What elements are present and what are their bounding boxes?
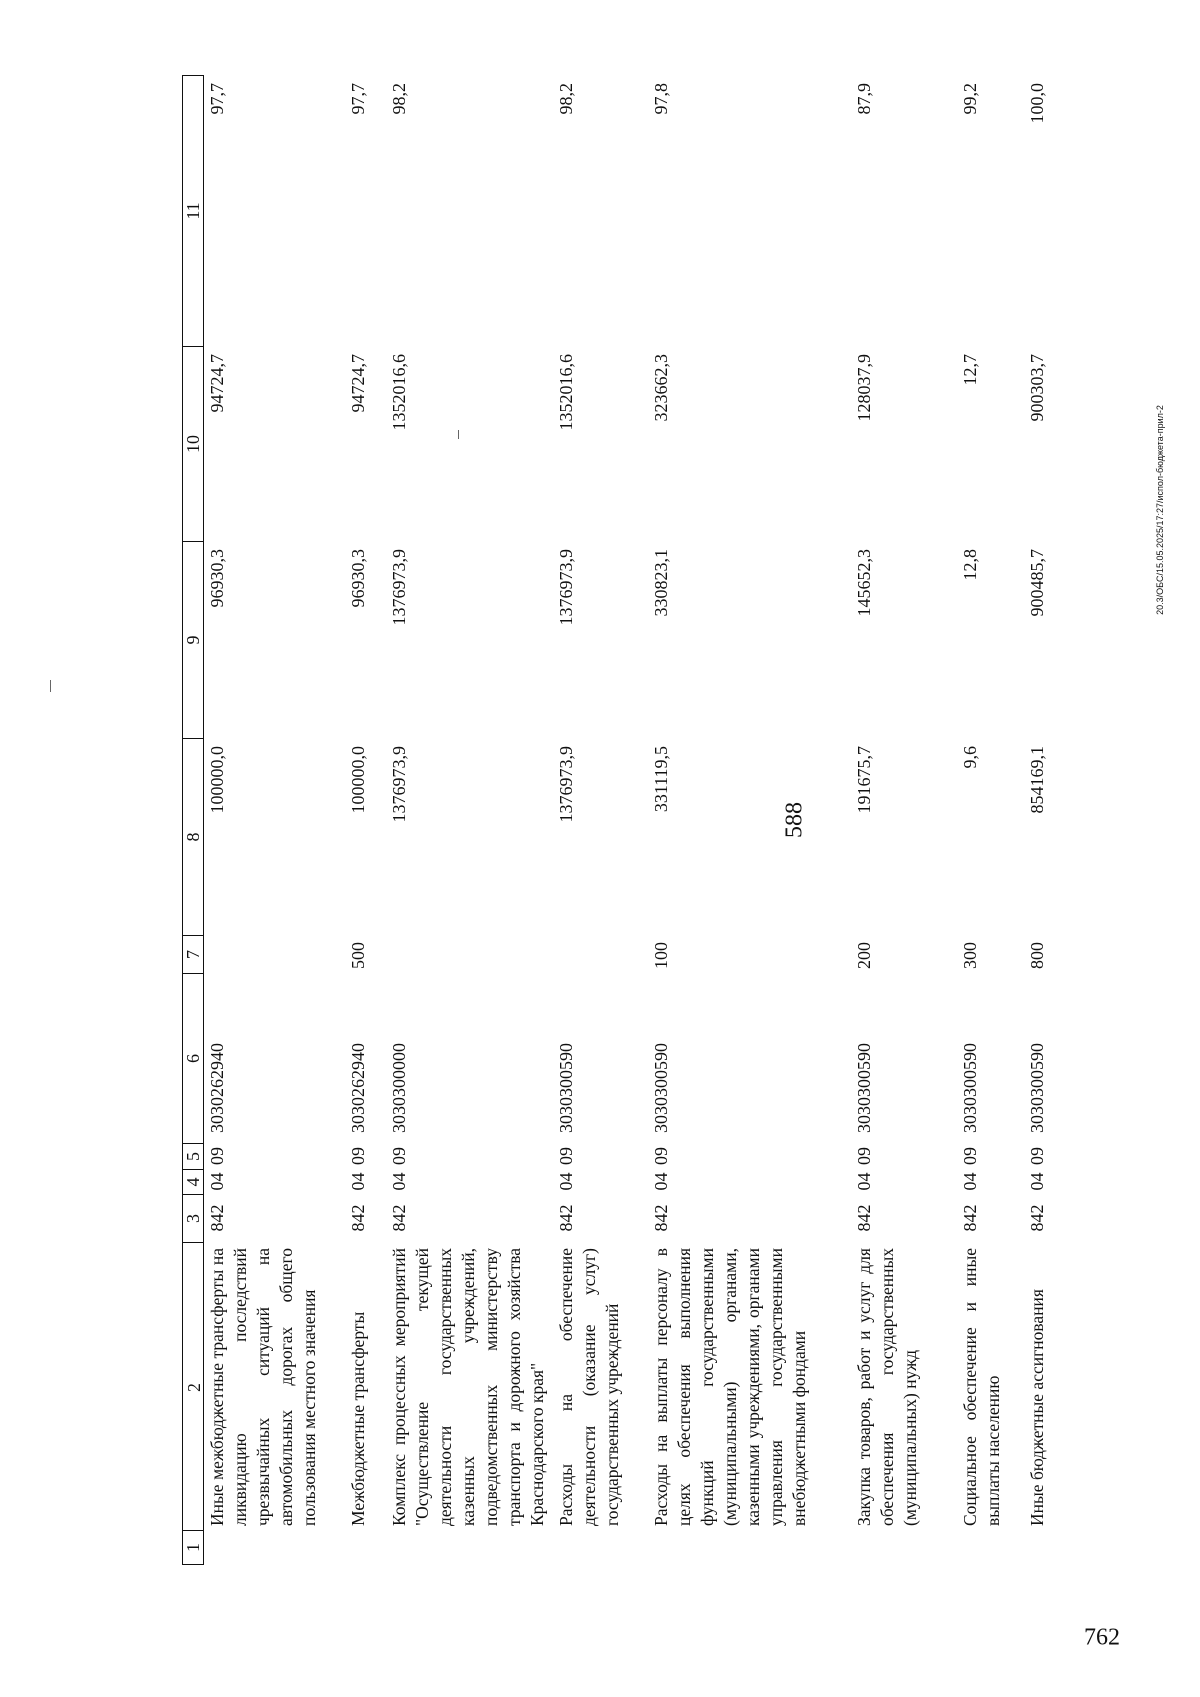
percent-value: 97,8 — [651, 83, 671, 115]
expense-type-code: 500 — [348, 942, 368, 969]
expense-type-code — [386, 935, 388, 973]
section-code: 04 — [207, 1172, 227, 1191]
expense-type-code — [204, 935, 206, 973]
executed-value: 1352016,6 — [556, 354, 576, 431]
executed-value: 1352016,6 — [389, 354, 409, 431]
subsection-code: 09 — [389, 1147, 409, 1165]
refined-value: 96930,3 — [207, 549, 227, 608]
target-article-code: 3030262940 — [207, 1043, 227, 1133]
executed-value: 323662,3 — [651, 354, 671, 422]
refined-value: 1376973,9 — [556, 549, 576, 626]
row-name: Расходы на выплаты персоналу в целях обеспечения выполнения функций государственными (муниципальными) органами, казенными учреждениями, органами управления государственными внебюджетными фондами — [651, 1248, 809, 1526]
section-code: 04 — [348, 1172, 368, 1191]
section-code: 04 — [651, 1172, 671, 1191]
target-article-code: 3030300590 — [651, 1043, 671, 1133]
refined-value: 900485,7 — [1027, 549, 1047, 617]
subsection-code: 09 — [960, 1147, 980, 1165]
target-article-code: 3030300000 — [389, 1043, 409, 1133]
subsection-code: 09 — [207, 1147, 227, 1165]
section-code: 04 — [960, 1172, 980, 1191]
row-name: Закупка товаров, работ и услуг для обеспечения государственных (муниципальных) нужд — [854, 1248, 920, 1526]
refined-value: 330823,1 — [651, 549, 671, 617]
plan-value: 100000,0 — [348, 746, 368, 814]
plan-value: 1376973,9 — [389, 746, 409, 823]
row-name: Межбюджетные трансферты — [348, 1311, 368, 1526]
ved-code: 842 — [651, 1204, 671, 1232]
subsection-code: 09 — [556, 1147, 576, 1165]
table-row — [957, 75, 1005, 1565]
ved-code: 842 — [556, 1204, 576, 1232]
section-code: 04 — [1027, 1172, 1047, 1191]
ved-code: 842 — [1027, 1204, 1047, 1232]
table-row — [851, 75, 922, 1565]
percent-value: 98,2 — [389, 83, 409, 115]
plan-value: 191675,7 — [854, 746, 874, 814]
column-number: 10 — [182, 346, 204, 541]
table-row — [553, 75, 624, 1565]
executed-value: 94724,7 — [348, 354, 368, 413]
expense-type-code: 200 — [854, 942, 874, 969]
column-number: 7 — [182, 935, 204, 973]
target-article-code: 3030300590 — [854, 1043, 874, 1133]
column-number-header — [182, 75, 204, 1565]
sheet-number: 762 — [1084, 1624, 1120, 1651]
table-row — [204, 75, 321, 1565]
expense-type-code — [553, 935, 555, 973]
column-number: 5 — [182, 1143, 204, 1169]
executed-value: 900303,7 — [1027, 354, 1047, 422]
column-number: 6 — [182, 973, 204, 1143]
plan-value: 854169,1 — [1027, 746, 1047, 814]
refined-value: 96930,3 — [348, 549, 368, 608]
column-number: 1 — [182, 1530, 204, 1565]
section-code: 04 — [556, 1172, 576, 1191]
percent-value: 100,0 — [1027, 83, 1047, 124]
budget-table — [182, 55, 1166, 1565]
row-name: Социальное обеспечение и иные выплаты населению — [960, 1248, 1003, 1526]
plan-value: 331119,5 — [651, 746, 671, 813]
executed-value: 12,7 — [960, 354, 980, 386]
expense-type-code: 100 — [651, 942, 671, 969]
column-number: 8 — [182, 738, 204, 935]
percent-value: 98,2 — [556, 83, 576, 115]
refined-value: 12,8 — [960, 549, 980, 581]
expense-type-code: 300 — [960, 942, 980, 969]
row-name: Иные межбюджетные трансферты на ликвидацию последствий чрезвычайных ситуаций на автомобильных дорогах общего пользования местного значения — [207, 1248, 319, 1526]
ved-code: 842 — [854, 1204, 874, 1232]
ved-code: 842 — [348, 1204, 368, 1232]
subsection-code: 09 — [1027, 1147, 1047, 1165]
percent-value: 87,9 — [854, 83, 874, 115]
refined-value: 1376973,9 — [389, 549, 409, 626]
ved-code: 842 — [389, 1204, 409, 1232]
section-code: 04 — [854, 1172, 874, 1191]
plan-value: 9,6 — [960, 746, 980, 769]
executed-value: 94724,7 — [207, 354, 227, 413]
refined-value: 145652,3 — [854, 549, 874, 617]
target-article-code: 3030300590 — [556, 1043, 576, 1133]
subsection-code: 09 — [348, 1147, 368, 1165]
target-article-code: 3030300590 — [1027, 1043, 1047, 1133]
table-row — [648, 75, 811, 1565]
table-row — [1024, 75, 1049, 1565]
executed-value: 128037,9 — [854, 354, 874, 422]
expense-type-code: 800 — [1027, 942, 1047, 969]
subsection-code: 09 — [651, 1147, 671, 1165]
row-name: Расходы на обеспечение деятельности (оказание услуг) государственных учреждений — [556, 1248, 622, 1526]
page-number: 588 — [781, 802, 808, 838]
footer-code: 20.3/ОБС/15.05.2025/17:27/испол-бюджета-прил-2 — [1155, 405, 1165, 615]
subsection-code: 09 — [854, 1147, 874, 1165]
percent-value: 99,2 — [960, 83, 980, 115]
column-number: 2 — [182, 1242, 204, 1530]
ved-code: 842 — [207, 1204, 227, 1232]
percent-value: 97,7 — [348, 83, 368, 115]
column-number: 4 — [182, 1169, 204, 1194]
section-code: 04 — [389, 1172, 409, 1191]
scan-speck — [50, 680, 51, 692]
row-name: Иные бюджетные ассигнования — [1027, 1289, 1047, 1526]
table-row — [345, 75, 370, 1565]
column-number: 3 — [182, 1194, 204, 1242]
column-number: 9 — [182, 541, 204, 738]
target-article-code: 3030262940 — [348, 1043, 368, 1133]
row-name: Комплекс процессных мероприятий "Осуществление текущей деятельности государственных казенных учреждений, подведомственных министерству транспорта и дорожного хозяйства Краснодарского края" — [389, 1248, 547, 1526]
ved-code: 842 — [960, 1204, 980, 1232]
plan-value: 100000,0 — [207, 746, 227, 814]
plan-value: 1376973,9 — [556, 746, 576, 823]
target-article-code: 3030300590 — [960, 1043, 980, 1133]
percent-value: 97,7 — [207, 83, 227, 115]
column-number: 11 — [182, 75, 204, 346]
table-row — [386, 75, 549, 1565]
